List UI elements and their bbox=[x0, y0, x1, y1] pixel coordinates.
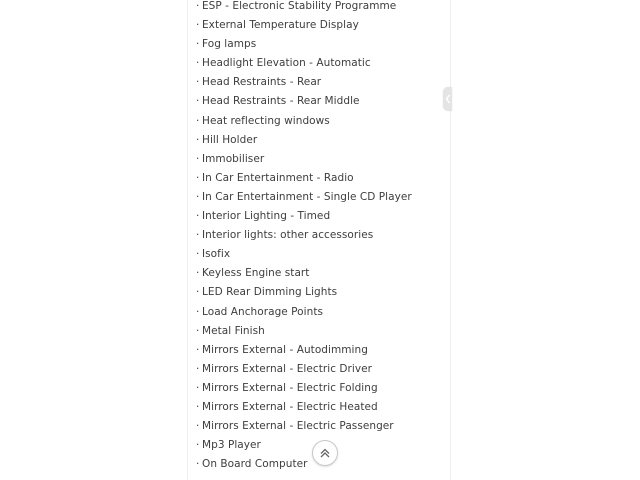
feature-item bbox=[196, 360, 412, 379]
feature-label: Fog lamps bbox=[202, 38, 257, 51]
features-panel bbox=[187, 0, 451, 480]
feature-label: Mirrors External - Electric Passenger bbox=[202, 420, 394, 433]
feature-item bbox=[196, 245, 412, 264]
feature-label: Head Restraints - Rear bbox=[202, 76, 322, 89]
feature-item bbox=[196, 283, 412, 302]
feature-label: Metal Finish bbox=[202, 324, 265, 337]
feature-item bbox=[196, 322, 412, 341]
chevron-icon bbox=[445, 94, 451, 104]
feature-item bbox=[196, 398, 412, 417]
feature-label: On Board Computer bbox=[202, 458, 308, 471]
feature-item bbox=[196, 188, 412, 207]
bullet: · bbox=[196, 171, 200, 184]
bullet: · bbox=[196, 362, 200, 375]
bullet: · bbox=[196, 420, 200, 433]
bullet: · bbox=[196, 57, 200, 70]
bullet: · bbox=[196, 38, 200, 51]
bullet: · bbox=[196, 305, 200, 318]
feature-label: Mirrors External - Electric Heated bbox=[202, 400, 378, 413]
feature-item bbox=[196, 455, 412, 474]
feature-label: External Temperature Display bbox=[202, 19, 359, 32]
feature-item bbox=[196, 207, 412, 226]
feature-label: Heat reflecting windows bbox=[202, 114, 330, 127]
feature-label: Immobiliser bbox=[202, 152, 265, 165]
bullet: · bbox=[196, 400, 200, 413]
bullet: · bbox=[196, 267, 200, 280]
bullet: · bbox=[196, 152, 200, 165]
feature-label: In Car Entertainment - Radio bbox=[202, 171, 354, 184]
feature-label: LED Rear Dimming Lights bbox=[202, 286, 338, 299]
feature-item bbox=[196, 0, 412, 16]
feature-item bbox=[196, 73, 412, 92]
bullet: · bbox=[196, 19, 200, 32]
feature-label: Interior Lighting - Timed bbox=[202, 210, 331, 223]
feature-label: Mirrors External - Electric Driver bbox=[202, 362, 373, 375]
bullet: · bbox=[196, 0, 200, 12]
bullet: · bbox=[196, 210, 200, 223]
feature-item bbox=[196, 35, 412, 54]
feature-item bbox=[196, 379, 412, 398]
bullet: · bbox=[196, 190, 200, 203]
bullet: · bbox=[196, 324, 200, 337]
feature-item bbox=[196, 16, 412, 35]
bullet: · bbox=[196, 76, 200, 89]
feature-label: Mirrors External - Autodimming bbox=[202, 343, 368, 356]
bullet: · bbox=[196, 133, 200, 146]
feature-item bbox=[196, 436, 412, 455]
feature-item bbox=[196, 92, 412, 111]
feature-item bbox=[196, 169, 412, 188]
bullet: · bbox=[196, 286, 200, 299]
feature-label: Hill Holder bbox=[202, 133, 258, 146]
feature-item bbox=[196, 303, 412, 322]
feature-label: Headlight Elevation - Automatic bbox=[202, 57, 371, 70]
bullet: · bbox=[196, 114, 200, 127]
feature-item bbox=[196, 264, 412, 283]
bullet: · bbox=[196, 248, 200, 261]
feature-label: Interior lights: other accessories bbox=[202, 229, 374, 242]
feature-item bbox=[196, 341, 412, 360]
feature-label: Isofix bbox=[202, 248, 231, 261]
feature-label: Mp3 Player bbox=[202, 439, 261, 452]
feature-list bbox=[196, 0, 412, 474]
feature-label: Head Restraints - Rear Middle bbox=[202, 95, 360, 108]
feature-label: Load Anchorage Points bbox=[202, 305, 324, 318]
feature-item bbox=[196, 54, 412, 73]
back-to-top-button[interactable] bbox=[312, 440, 338, 466]
feature-item bbox=[196, 226, 412, 245]
feature-item bbox=[196, 112, 412, 131]
feature-item bbox=[196, 150, 412, 169]
feature-label: Mirrors External - Electric Folding bbox=[202, 381, 378, 394]
bullet: · bbox=[196, 343, 200, 356]
bullet: · bbox=[196, 439, 200, 452]
chevron-up-double-icon bbox=[319, 447, 331, 459]
bullet: · bbox=[196, 95, 200, 108]
bullet: · bbox=[196, 381, 200, 394]
feature-item bbox=[196, 131, 412, 150]
feature-label: ESP - Electronic Stability Programme bbox=[202, 0, 397, 12]
bullet: · bbox=[196, 458, 200, 471]
feature-label: Keyless Engine start bbox=[202, 267, 310, 280]
bullet: · bbox=[196, 229, 200, 242]
feature-label: In Car Entertainment - Single CD Player bbox=[202, 190, 412, 203]
side-panel-tab[interactable] bbox=[443, 87, 452, 111]
feature-item bbox=[196, 417, 412, 436]
